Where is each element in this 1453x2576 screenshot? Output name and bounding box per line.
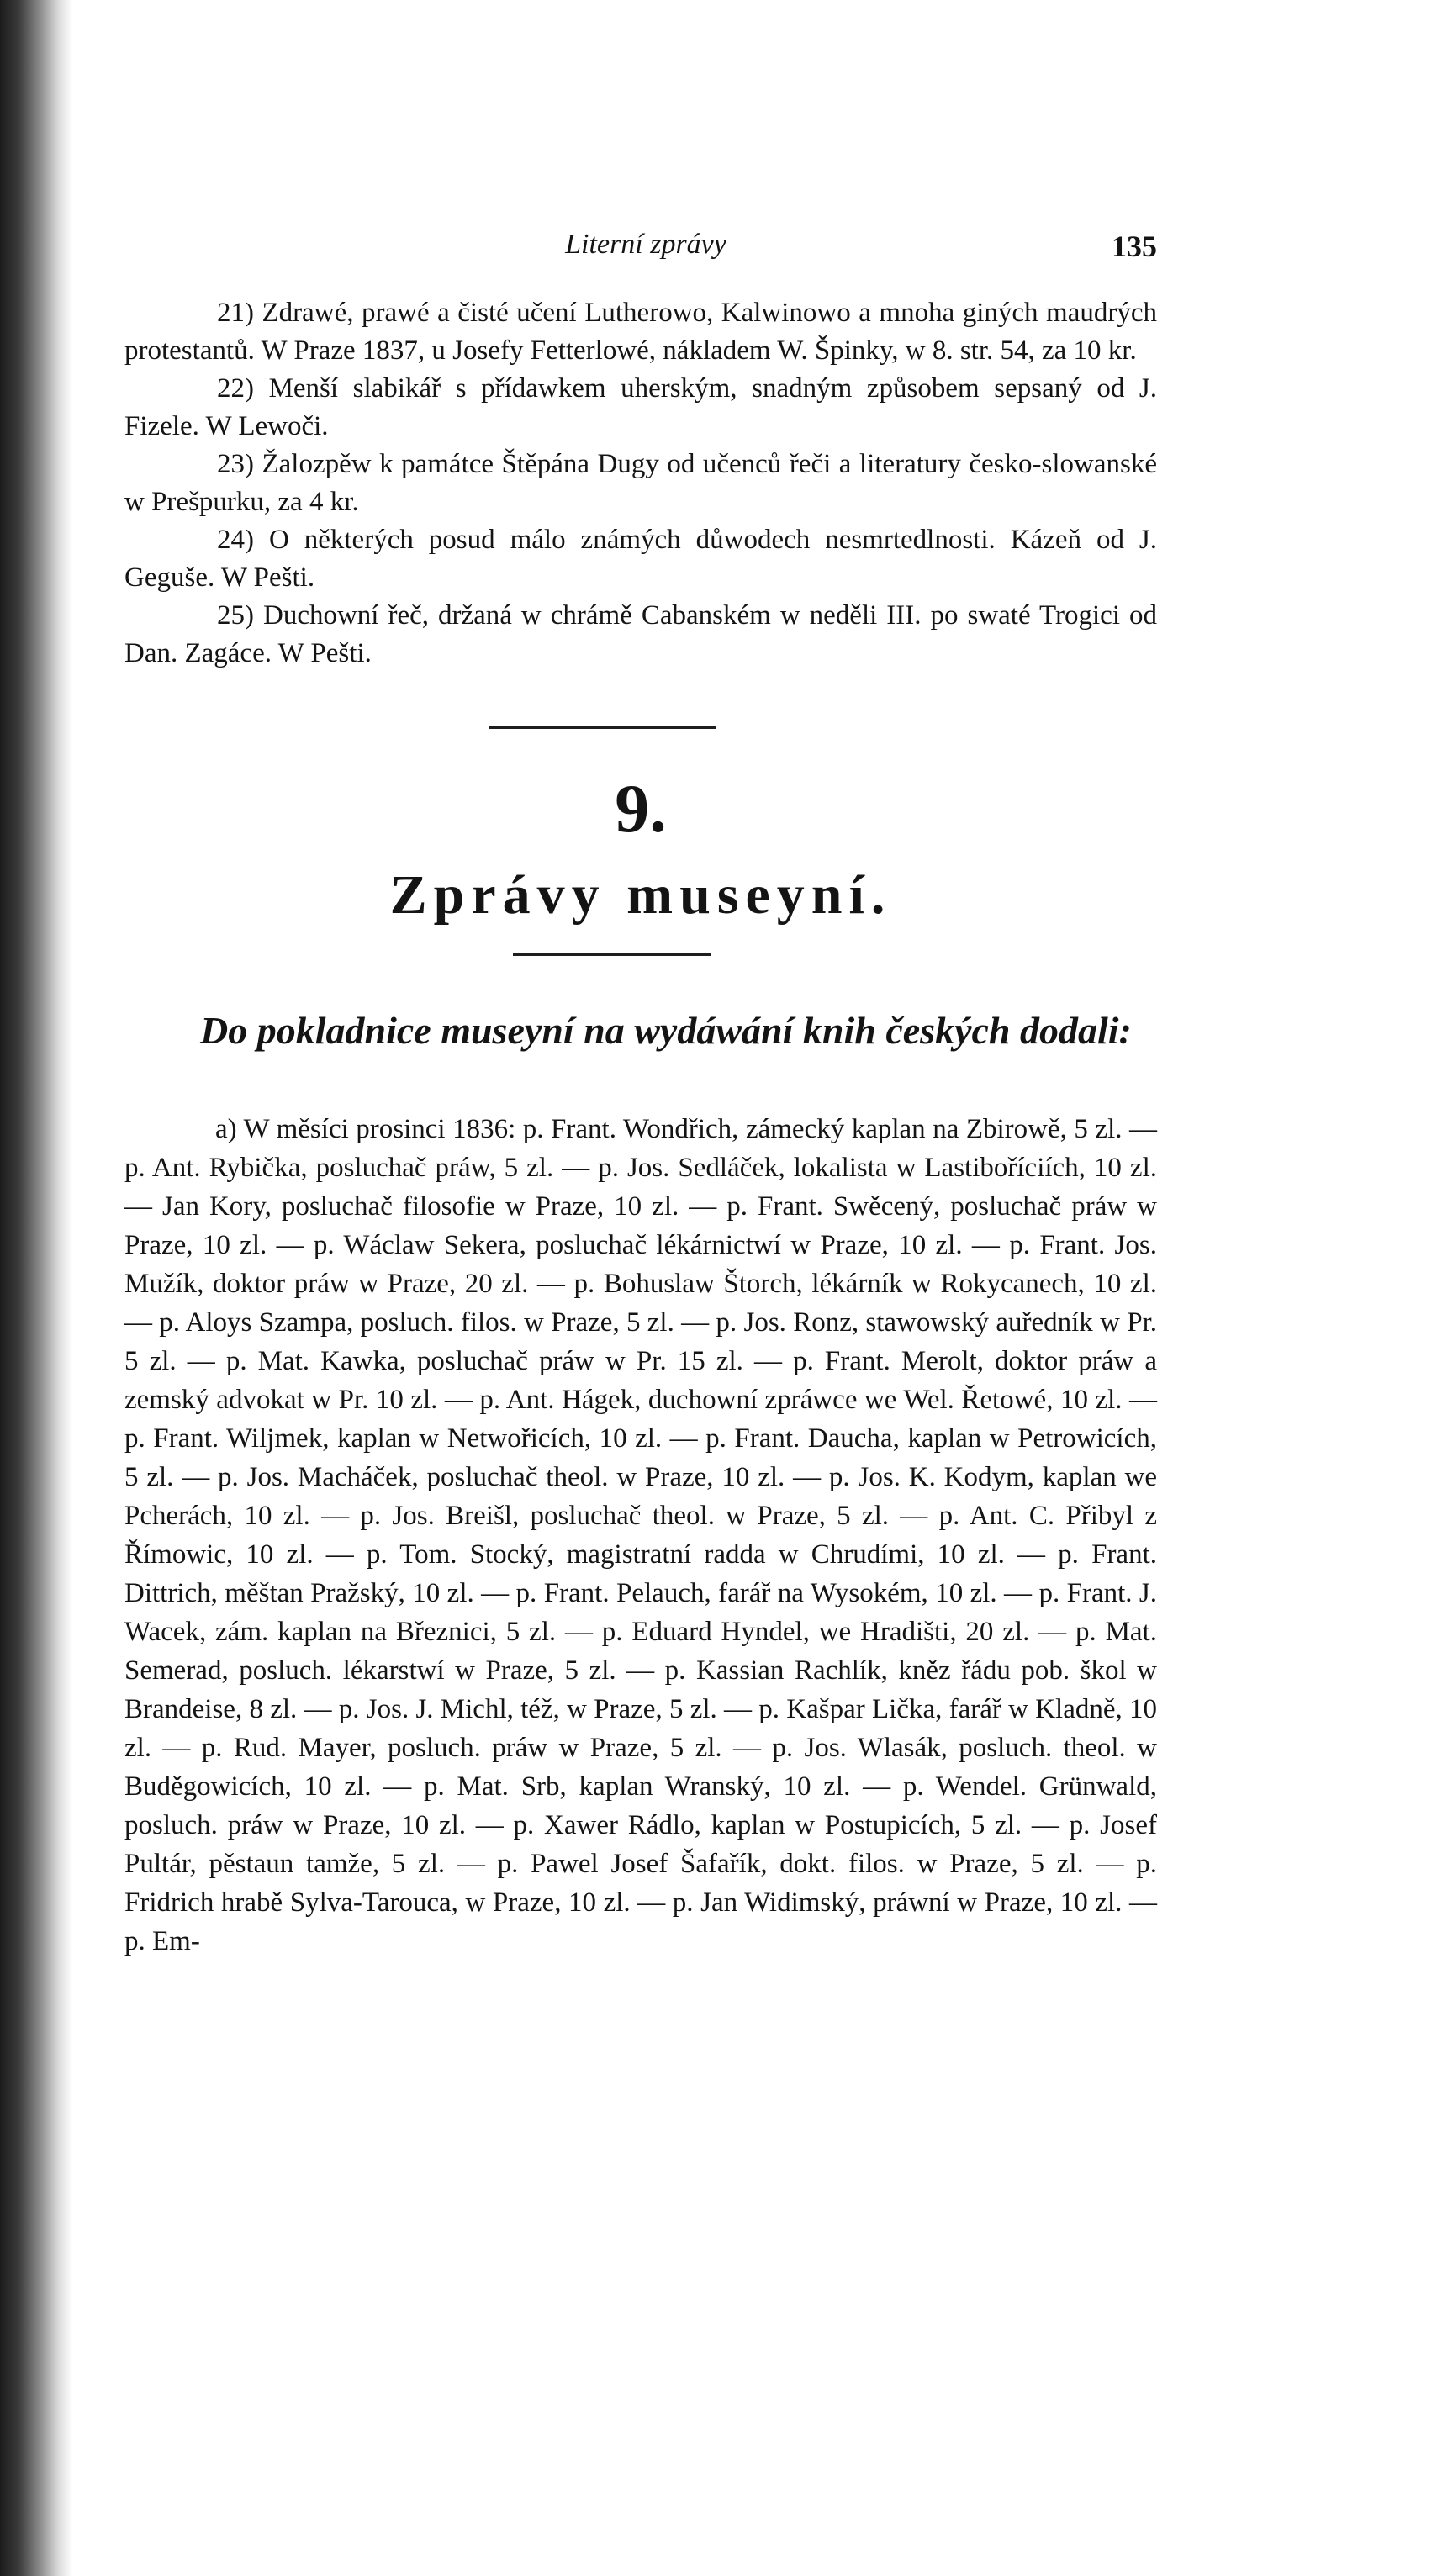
book-page: [124, 0, 1157, 2576]
entry-21: 21) Zdrawé, prawé a čisté učení Lutherowo, Kalwinowo a mnoha giných maudrých protestantů. W Praze 1837, u Josefy Fetterlowé, nákladem W. Špinky, w 8. str. 54, za 10 kr.: [124, 298, 1157, 366]
donors-heading: Do pokladnice museyní na wydáwání knih českých dodali:: [200, 1009, 1132, 1052]
page-header: [124, 229, 1157, 271]
bibliography-entries: [124, 294, 1157, 673]
entry-25: 25) Duchowní řeč, držaná w chrámě Cabanském w neděli III. po swaté Trogici od Dan. Zagáce. W Pešti.: [124, 600, 1157, 668]
section-number: 9.: [615, 770, 667, 847]
divider-rule: [489, 726, 716, 729]
page-number: 135: [1112, 230, 1157, 263]
entry-23: 23) Žalozpěw k památce Štěpána Dugy od učenců řeči a literatury česko-slowanské w Prešpurku, za 4 kr.: [124, 449, 1157, 517]
entry-22: 22) Menší slabikář s přídawkem uherským, snadným způsobem sepsaný od J. Fizele. W Lewoči.: [124, 373, 1157, 441]
scan-binding-shadow: [0, 0, 72, 2576]
entry-24: 24) O některých posud málo známých důwodech nesmrtedlnosti. Kázeň od J. Geguše. W Pešti.: [124, 525, 1157, 593]
donors-list: a) W měsíci prosinci 1836: p. Frant. Wondřich, zámecký kaplan na Zbirowě, 5 zl. — p. Ant. Rybička, posluchač práw, 5 zl. — p. Jos. Sedláček, lokalista w Lastiboříciích, 10 zl. — Jan Kory, posluchač filosofie w Praze, 10 zl. — p. Frant. Swěcený, posluchač práw w Praze, 10 zl. — p. Wáclaw Sekera, posluchač lékárnictwí w Praze, 10 zl. — p. Frant. Jos. Mužík, doktor práw w Praze, 20 zl. — p. Bohuslaw Štorch, lékárník w Rokycanech, 10 zl. — p. Aloys Szampa, posluch. filos. w Praze, 5 zl. — p. Jos. Ronz, stawowský auředník w Pr. 5 zl. — p. Mat. Kawka, posluchač práw w Pr. 15 zl. — p. Frant. Merolt, doktor práw a zemský advokat w Pr. 10 zl. — p. Ant. Hágek, duchowní zpráwce we Wel. Řetowé, 10 zl. — p. Frant. Wiljmek, kaplan w Netwořicích, 10 zl. — p. Frant. Daucha, kaplan w Petrowicích, 5 zl. — p. Jos. Macháček, posluchač theol. w Praze, 10 zl. — p. Jos. K. Kodym, kaplan we Pcherách, 10 zl. — p. Jos. Breišl, posluchač theol. w Praze, 5 zl. — p. Ant. C. Přibyl z Římowic, 10 zl. — p. Tom. Stocký, magistratní radda w Chrudími, 10 zl. — p. Frant. Dittrich, měštan Pražský, 10 zl. — p. Frant. Pelauch, farář na Wysokém, 10 zl. — p. Frant. J. Wacek, zám. kaplan na Březnici, 5 zl. — p. Eduard Hyndel, we Hradišti, 20 zl. — p. Mat. Semerad, posluch. lékarstwí w Praze, 5 zl. — p. Kassian Rachlík, kněz řádu pob. škol w Brandeise, 8 zl. — p. Jos. J. Michl, též, w Praze, 5 zl. — p. Kašpar Lička, farář w Kladně, 10 zl. — p. Rud. Mayer, posluch. práw w Praze, 5 zl. — p. Jos. Wlasák, posluch. theol. w Buděgowicích, 10 zl. — p. Mat. Srb, kaplan Wranský, 10 zl. — p. Wendel. Grünwald, posluch. práw w Praze, 10 zl. — p. Xawer Rádlo, kaplan w Postupicích, 5 zl. — p. Josef Pultár, pěstaun tamže, 5 zl. — p. Pawel Josef Šafařík, dokt. filos. w Praze, 5 zl. — p. Fridrich hrabě Sylva-Tarouca, w Praze, 10 zl. — p. Jan Widimský, práwní w Praze, 10 zl. — p. Em-: [124, 1114, 1157, 1956]
running-title: Literní zprávy: [565, 229, 726, 260]
title-underline-rule: [513, 953, 711, 956]
section-title: Zprávy museyní.: [389, 864, 892, 926]
